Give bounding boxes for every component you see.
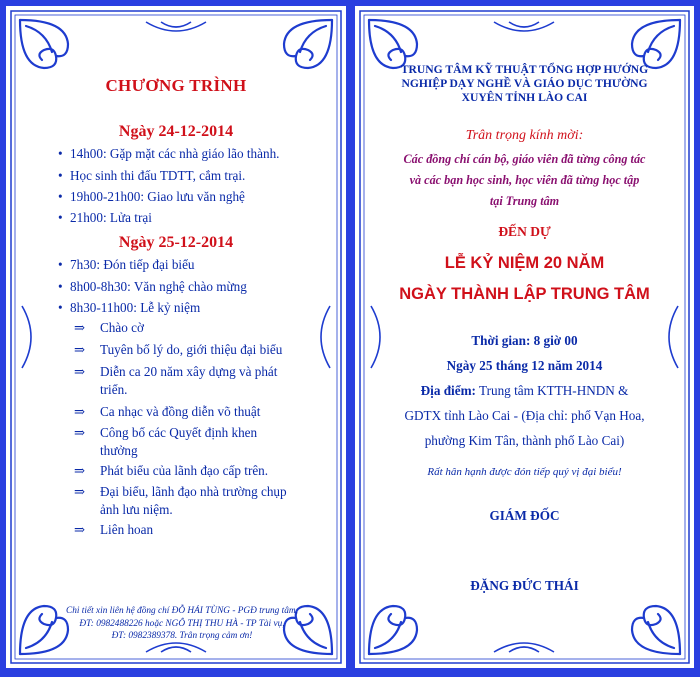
signer-title: GIÁM ĐỐC [489, 508, 560, 523]
location-label: Địa điểm: [420, 383, 476, 398]
arrow-icon: ⇒ [74, 342, 86, 357]
event-subtitle: NGÀY THÀNH LẬP TRUNG TÂM [399, 285, 650, 303]
ceremony-item: ⇒ Ca nhạc và đồng diễn võ thuật [74, 404, 261, 419]
attend-label: ĐẾN DỰ [498, 224, 551, 239]
day-heading: Ngày 25-12-2014 [118, 234, 234, 251]
contact-line: ĐT: 0982389378. Trân trọng cảm ơn! [111, 631, 253, 641]
schedule-item: • 14h00: Gặp mặt các nhà giáo lão thành. [58, 146, 280, 161]
schedule-item: • Học sinh thi đấu TDTT, cắm trại. [58, 168, 246, 183]
ceremony-item: ⇒ Đại biểu, lãnh đạo nhà trường chụp ảnh lưu niệm. [74, 484, 287, 517]
ceremony-item: ⇒ Liên hoan [74, 522, 154, 537]
bullet-icon: • [58, 300, 63, 315]
schedule-item: • 7h30: Đón tiếp đại biểu [58, 257, 195, 272]
ceremony-item: ⇒ Tuyên bố lý do, giới thiệu đại biểu [74, 342, 283, 357]
ceremony-item: ⇒ Phát biểu của lãnh đạo cấp trên. [74, 463, 269, 478]
org-line: XUYÊN TỈNH LÀO CAI [461, 91, 588, 104]
welcome-message: Rất hân hạnh được đón tiếp quý vị đại biểu! [427, 466, 622, 478]
schedule-item: • 21h00: Lửa trại [58, 210, 152, 225]
bullet-icon: • [58, 146, 63, 161]
invited-guests [375, 149, 674, 212]
event-title: LỄ KỶ NIỆM 20 NĂM [444, 254, 605, 272]
ceremony-item: ⇒ Chào cờ [74, 320, 144, 335]
bullet-icon: • [58, 210, 63, 225]
arrow-icon: ⇒ [74, 425, 86, 440]
arrow-icon: ⇒ [74, 463, 86, 478]
ceremony-item: ⇒ Diễn ca 20 năm xây dựng và phát triển. [74, 364, 278, 397]
organization-name [375, 63, 674, 105]
bullet-icon: • [58, 168, 63, 183]
arrow-icon: ⇒ [74, 404, 86, 419]
org-line: NGHIỆP DẠY NGHỀ VÀ GIÁO DỤC THƯỜNG [401, 77, 648, 90]
contact-line: Chi tiết xin liên hệ đồng chí ĐỖ HẢI TÙNG - PGĐ trung tâm, [66, 606, 298, 616]
org-line: TRUNG TÂM KỸ THUẬT TỔNG HỢP HƯỚNG [400, 63, 649, 76]
event-date: Ngày 25 tháng 12 năm 2014 [446, 358, 603, 373]
bullet-icon: • [58, 279, 63, 294]
guests-line: Các đồng chí cán bộ, giáo viên đã từng công tác [403, 152, 646, 166]
bullet-icon: • [58, 189, 63, 204]
ornamental-border [6, 6, 346, 668]
program-title: CHƯƠNG TRÌNH [105, 76, 247, 95]
bullet-icon: • [58, 257, 63, 272]
arrow-icon: ⇒ [74, 364, 86, 379]
invitation-heading: Trân trọng kính mời: [465, 128, 584, 143]
contact-note [46, 605, 318, 643]
event-time: Thời gian: 8 giờ 00 [471, 333, 578, 348]
program-card [6, 6, 346, 668]
schedule-item: • 8h30-11h00: Lễ kỷ niệm [58, 300, 201, 315]
contact-line: ĐT: 0982488226 hoặc NGÔ THỊ THU HÀ - TP Tài vụ, [79, 618, 285, 629]
arrow-icon: ⇒ [74, 320, 86, 335]
arrow-icon: ⇒ [74, 484, 86, 499]
guests-line: và các bạn học sinh, học viên đã từng học tập [409, 173, 640, 187]
event-location: Địa điểm: Trung tâm KTTH-HNDN & GDTX tỉnh Lào Cai - (Địa chỉ: phố Vạn Hoa, phường Kim Tân, thành phố Lào Cai) [404, 383, 645, 448]
schedule-item: • 19h00-21h00: Giao lưu văn nghệ [58, 189, 245, 204]
guests-line: tại Trung tâm [489, 194, 560, 208]
ceremony-item: ⇒ Công bố các Quyết định khen thưởng [74, 425, 258, 458]
schedule-item: • 8h00-8h30: Văn nghệ chào mừng [58, 279, 247, 294]
arrow-icon: ⇒ [74, 522, 86, 537]
invitation-card [355, 6, 694, 668]
day-heading: Ngày 24-12-2014 [118, 123, 234, 140]
signer-name: ĐẶNG ĐỨC THÁI [470, 578, 579, 593]
